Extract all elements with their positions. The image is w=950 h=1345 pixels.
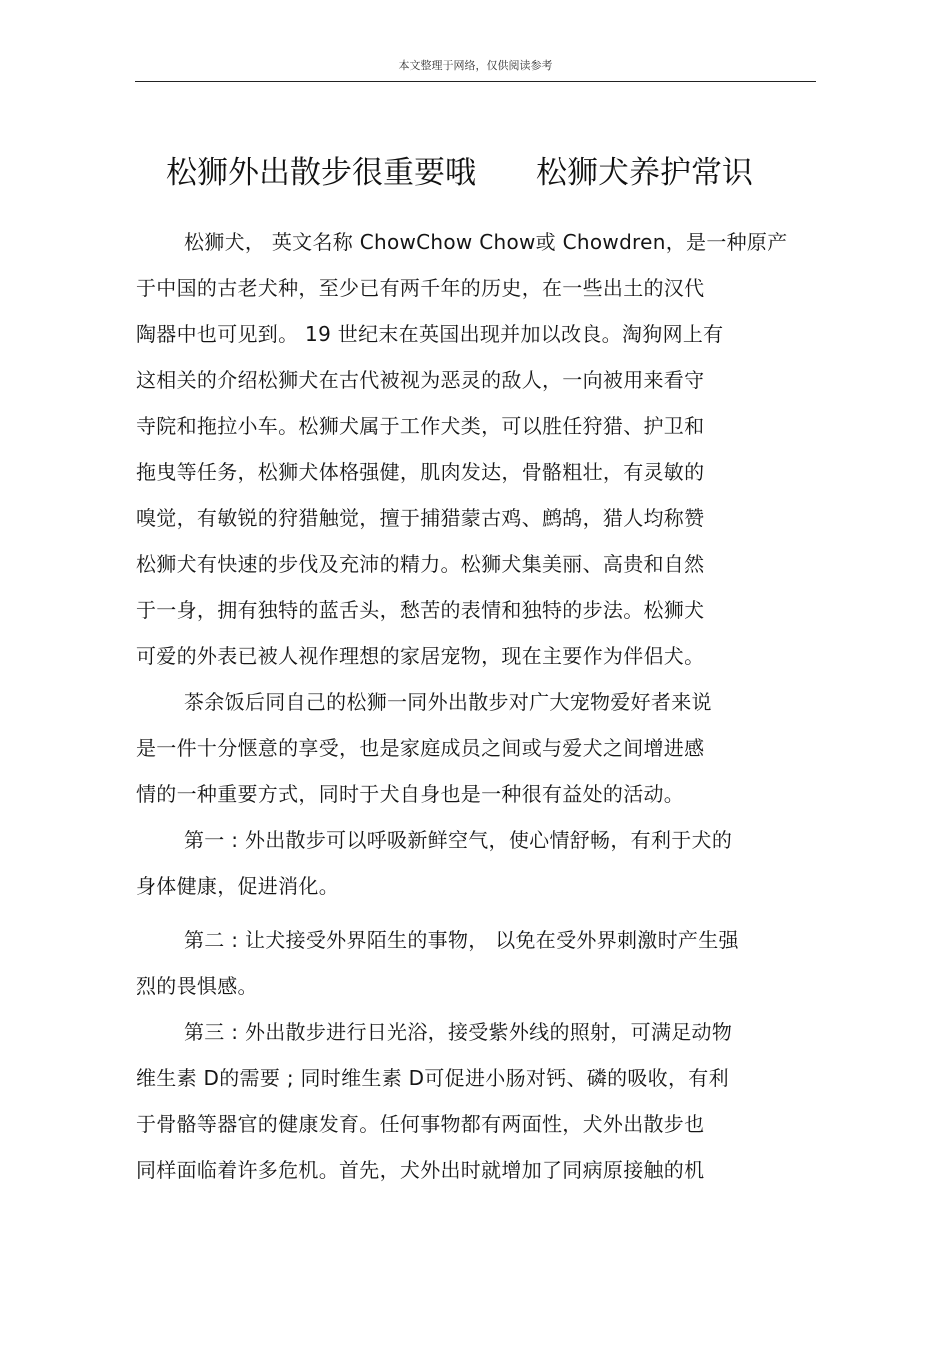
body-line: 第二 : 让犬接受外界陌生的事物， 以免在受外界刺激时产生强 xyxy=(184,928,739,952)
body-line: 第三 : 外出散步进行日光浴，接受紫外线的照射，可满足动物 xyxy=(184,1020,733,1044)
body-line: 松狮犬， 英文名称 ChowChow Chow或 Chowdren，是一种原产 xyxy=(184,230,788,254)
body-line: 这相关的介绍松狮犬在古代被视为恶灵的敌人，一向被用来看守 xyxy=(136,368,705,392)
body-line: 茶余饭后同自己的松狮一同外出散步对广大宠物爱好者来说 xyxy=(184,690,712,714)
body-line: 第一 : 外出散步可以呼吸新鲜空气，使心情舒畅，有利于犬的 xyxy=(184,828,733,852)
document-title xyxy=(0,148,950,198)
title-subtitle: 松狮犬养护常识 xyxy=(536,155,753,191)
body-line: 拖曳等任务，松狮犬体格强健，肌肉发达，骨骼粗壮，有灵敏的 xyxy=(136,460,705,484)
body-line: 是一件十分惬意的享受，也是家庭成员之间或与爱犬之间增进感 xyxy=(136,736,705,760)
body-line: 陶器中也可见到。 19 世纪末在英国出现并加以改良。淘狗网上有 xyxy=(136,322,724,346)
body-line: 于一身，拥有独特的蓝舌头，愁苦的表情和独特的步法。松狮犬 xyxy=(136,598,705,622)
body-line: 寺院和拖拉小车。松狮犬属于工作犬类，可以胜任狩猎、护卫和 xyxy=(136,414,705,438)
body-line: 于中国的古老犬种，至少已有两千年的历史，在一些出土的汉代 xyxy=(136,276,705,300)
body-line: 可爱的外表已被人视作理想的家居宠物，现在主要作为伴侣犬。 xyxy=(136,644,705,668)
page-header: 本文整理于网络，仅供阅读参考 xyxy=(135,56,816,82)
body-line: 松狮犬有快速的步伐及充沛的精力。松狮犬集美丽、高贵和自然 xyxy=(136,552,705,576)
body-line: 维生素 D的需要 ; 同时维生素 D可促进小肠对钙、磷的吸收，有利 xyxy=(136,1066,729,1090)
body-line: 情的一种重要方式，同时于犬自身也是一种很有益处的活动。 xyxy=(136,782,685,806)
body-line: 同样面临着许多危机。首先，犬外出时就增加了同病原接触的机 xyxy=(136,1158,705,1182)
body-line: 嗅觉，有敏锐的狩猎触觉，擅于捕猎蒙古鸡、鹧鸪，猎人均称赞 xyxy=(136,506,705,530)
title-main: 松狮外出散步很重要哦 xyxy=(166,155,476,191)
body-line: 于骨骼等器官的健康发育。任何事物都有两面性，犬外出散步也 xyxy=(136,1112,705,1136)
body-line: 烈的畏惧感。 xyxy=(136,974,258,998)
body-line: 身体健康，促进消化。 xyxy=(136,874,339,898)
